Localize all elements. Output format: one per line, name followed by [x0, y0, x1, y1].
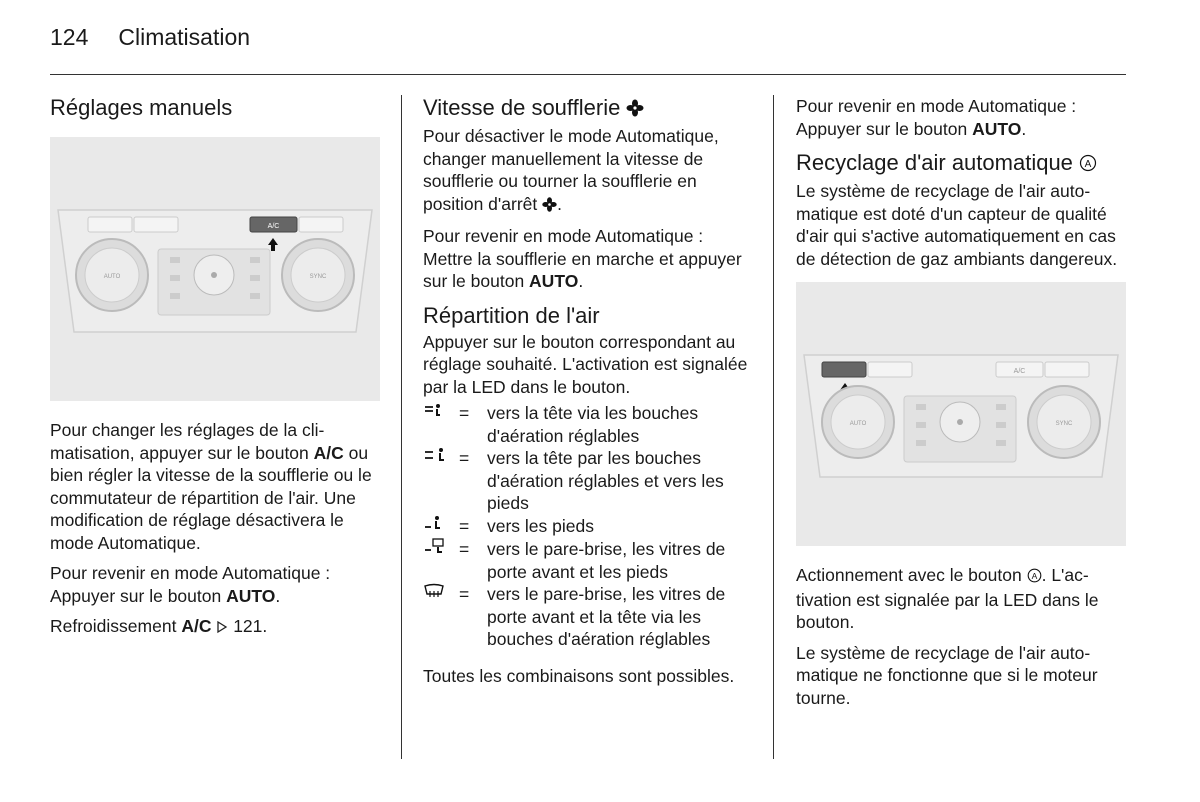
- paragraph: Le système de recyclage de l'air automatique est doté d'un capteur de qualité d'air qui s'active automatiquement en cas de détection de gaz ambiants dangereux.: [796, 181, 1118, 269]
- fan-icon: [542, 195, 557, 218]
- chapter-title: Climatisation: [118, 24, 251, 50]
- sync-knob-label: SYNC: [1055, 421, 1073, 427]
- page-header: [50, 24, 250, 51]
- list-item: = vers le pare-brise, les vitres de porte avant et la tête via les bouches d'aération réglables: [423, 583, 755, 651]
- column-2: [423, 95, 755, 695]
- paragraph: Pour revenir en mode Automatique : Appuyer sur le bouton AUTO.: [796, 96, 1077, 139]
- column-divider: [401, 95, 402, 759]
- control-panel-figure: [50, 137, 380, 401]
- control-panel-figure: [796, 282, 1126, 546]
- paragraph: Refroidissement A/C 121.: [50, 615, 380, 640]
- ac-button-label: A/C: [267, 223, 280, 230]
- list-item: = vers le pare-brise, les vitres de porte avant et les pieds: [423, 538, 755, 583]
- air-distribution-list: [423, 402, 755, 651]
- auto-knob-label: AUTO: [849, 421, 867, 427]
- paragraph: Toutes les combinaisons sont possibles.: [423, 665, 735, 686]
- svg-text:A: A: [1031, 571, 1037, 581]
- list-item: = vers les pieds: [423, 515, 755, 539]
- paragraph: Actionnement avec le bouton A . L'activation est signalée par la LED dans le bouton.: [796, 565, 1099, 632]
- fan-icon: [626, 97, 644, 123]
- auto-knob-label: AUTO: [103, 274, 121, 280]
- head-feet-vent-icon: [423, 447, 459, 471]
- air-recirculation-icon: [1079, 152, 1097, 178]
- feet-vent-icon: [423, 515, 459, 539]
- section-heading: Répartition de l'air: [423, 302, 600, 328]
- ac-button-label: A/C: [1013, 368, 1026, 375]
- page-reference-icon[interactable]: [216, 617, 228, 640]
- section-heading: Recyclage d'air automatique A: [796, 150, 1128, 178]
- paragraph: Pour désactiver le mode Automatique, changer manuellement la vitesse de soufflerie ou tourner la soufflerie en position d'arrêt .: [423, 125, 755, 217]
- header-rule: [50, 74, 1126, 75]
- section-heading: Vitesse de soufflerie: [423, 95, 755, 123]
- section-heading: Réglages manuels: [50, 95, 233, 120]
- paragraph: Pour revenir en mode Automatique : Mettre la soufflerie en marche et appuyer sur le bouton AUTO.: [423, 226, 742, 291]
- climate-panel-illustration: [796, 282, 1126, 546]
- paragraph: Pour changer les réglages de la climatisation, appuyer sur le bouton A/C ou bien régler la vitesse de la soufflerie ou le commutateur de répartition de l'air. Une modification de réglage désactivera le mode Automatique.: [50, 420, 372, 553]
- column-1: [50, 95, 380, 648]
- air-recirculation-icon: [1027, 566, 1042, 589]
- list-item: = vers la tête via les bouches d'aération réglables: [423, 402, 755, 447]
- paragraph: Pour revenir en mode Automatique : Appuyer sur le bouton AUTO.: [50, 563, 331, 606]
- column-3: [796, 95, 1128, 717]
- paragraph: Appuyer sur le bouton correspondant au réglage souhaité. L'activation est signalée par la LED dans le bouton.: [423, 331, 748, 397]
- list-item: = vers la tête par les bouches d'aération réglables et vers les pieds: [423, 447, 755, 515]
- windscreen-feet-icon: [423, 538, 459, 562]
- svg-text:A: A: [1084, 159, 1092, 170]
- page-reference[interactable]: 121.: [228, 616, 268, 636]
- paragraph: Le système de recyclage de l'air automatique ne fonctionne que si le moteur tourne.: [796, 642, 1098, 708]
- page-number: 124: [50, 24, 89, 50]
- climate-panel-illustration: [50, 137, 380, 401]
- column-divider: [773, 95, 774, 759]
- sync-knob-label: SYNC: [309, 274, 327, 280]
- head-vent-icon: [423, 402, 459, 426]
- windscreen-head-icon: [423, 583, 459, 607]
